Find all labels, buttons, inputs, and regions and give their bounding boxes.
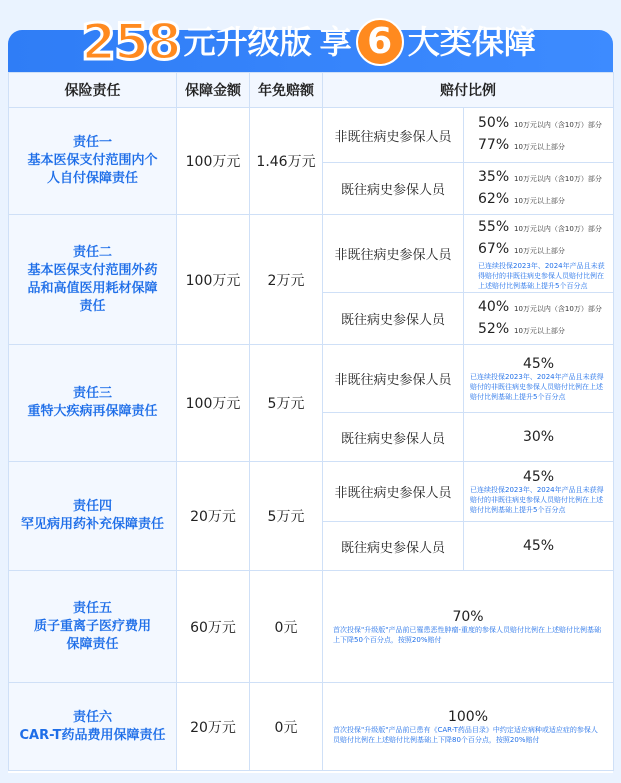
header-deductible: 年免赔额 [250,73,323,108]
duty-cell [9,345,177,462]
boost-note: 已连续投保2023年、2024年产品且未获得赔付的非既往病史参保人员赔付比例在上述赔付比例基础上提升5个百分点 [470,485,604,514]
group-non-history: 非既往病史参保人员 [323,215,464,293]
header-ratio: 赔付比例 [323,73,614,108]
ratio-cell [464,163,614,215]
ratio-note: 10万元以内（含10万）部分 [514,304,602,313]
duty-title: 责任六 [72,709,112,725]
ratio-cell [464,293,614,345]
ratio-value: 70% [452,608,484,625]
page-title [0,12,621,72]
deductible-cell: 2万元 [250,215,323,345]
ratio-cell [323,571,614,683]
ratio-note: 10万元以上部分 [514,143,565,151]
ratio-value: 55% [478,218,510,235]
ratio-value: 100% [447,708,489,725]
ratio-value: 45% [522,355,555,372]
ratio-value: 77% [478,137,510,153]
ratio-note: 首次投保"升级版"产品前已罹患恶性肿瘤-重度的参保人员赔付比例在上述赔付比例基础上下降50个百分点，按照20%赔付 [333,625,601,644]
boost-note: 已连续投保2023年、2024年产品且未获得赔付的非既往病史参保人员赔付比例在上述赔付比例基础上提升5个百分点 [478,261,605,290]
group-history: 既往病史参保人员 [323,163,464,215]
benefit-table [8,72,614,771]
ratio-value: 50% [478,115,510,131]
duty-desc: 基本医保支付范围外药品和高值医用耗材保障责任 [27,262,158,314]
ratio-note: 首次投保"升级版"产品前已患有《CAR-T药品目录》中约定适应病种或适应症的参保人员赔付比例在上述赔付比例基础上下降80个百分点，按照20%赔付 [333,725,598,744]
deductible-cell: 5万元 [250,462,323,571]
table-row [9,215,614,293]
duty-desc: 基本医保支付范围内个人自付保障责任 [27,153,158,186]
deductible-cell: 0元 [250,571,323,683]
boost-note: 已连续投保2023年、2024年产品且未获得赔付的非既往病史参保人员赔付比例在上述赔付比例基础上提升5个百分点 [470,372,604,401]
duty-cell [9,215,177,345]
table-row [9,683,614,771]
deductible-cell: 1.46万元 [250,108,323,215]
ratio-note: 10万元以内（含10万）部分 [514,121,602,129]
ratio-note: 10万元以内（含10万）部分 [514,224,602,233]
ratio-value: 35% [478,168,510,185]
group-non-history: 非既往病史参保人员 [323,108,464,163]
group-history: 既往病史参保人员 [323,293,464,345]
amount-cell: 60万元 [177,571,250,683]
title-text-3: 大类保障 [407,23,536,61]
duty-desc: 罕见病用药补充保障责任 [20,517,164,532]
amount-cell: 100万元 [177,345,250,462]
ratio-note: 10万元以内（含10万）部分 [514,174,602,183]
ratio-value: 40% [478,298,510,315]
group-history: 既往病史参保人员 [323,413,464,462]
ratio-value: 62% [478,190,510,207]
table-row [9,345,614,413]
group-non-history: 非既往病史参保人员 [323,462,464,522]
duty-desc: 重特大疾病再保障责任 [27,404,158,419]
ratio-value: 52% [478,320,510,337]
deductible-cell: 5万元 [250,345,323,462]
ratio-cell [323,683,614,771]
duty-cell [9,108,177,215]
amount-cell: 100万元 [177,215,250,345]
header-amount: 保障金额 [177,73,250,108]
header-duty: 保险责任 [9,73,177,108]
deductible-cell: 0元 [250,683,323,771]
table-row [9,462,614,522]
title-text-1: 元升级版 [183,23,312,61]
ratio-cell [464,108,614,163]
title-six-badge: 6 [356,18,404,66]
duty-desc: CAR-T药品费用保障责任 [19,727,166,743]
ratio-value: 67% [478,240,510,257]
ratio-value: 45% [522,468,555,485]
ratio-note: 10万元以上部分 [514,326,565,335]
amount-cell: 20万元 [177,462,250,571]
ratio-cell [464,462,614,522]
ratio-value: 30% [464,413,614,462]
duty-cell [9,683,177,771]
duty-title: 责任五 [72,600,112,616]
group-history: 既往病史参保人员 [323,522,464,571]
amount-cell: 100万元 [177,108,250,215]
ratio-note: 10万元以上部分 [514,196,565,205]
title-price: 258 [81,13,180,71]
duty-title: 责任二 [72,244,112,260]
duty-cell [9,571,177,683]
table-header-row [9,73,614,108]
duty-desc: 质子重离子医疗费用保障责任 [33,618,151,652]
ratio-value: 45% [464,522,614,571]
duty-cell [9,462,177,571]
amount-cell: 20万元 [177,683,250,771]
ratio-note: 10万元以上部分 [514,246,565,255]
ratio-cell [464,345,614,413]
duty-title: 责任三 [72,386,112,401]
group-non-history: 非既往病史参保人员 [323,345,464,413]
table-row [9,108,614,163]
ratio-cell [464,215,614,293]
table-row [9,571,614,683]
duty-title: 责任一 [72,135,112,150]
title-text-2: 享 [319,23,352,61]
benefit-table-card [8,72,613,773]
duty-title: 责任四 [72,499,112,514]
